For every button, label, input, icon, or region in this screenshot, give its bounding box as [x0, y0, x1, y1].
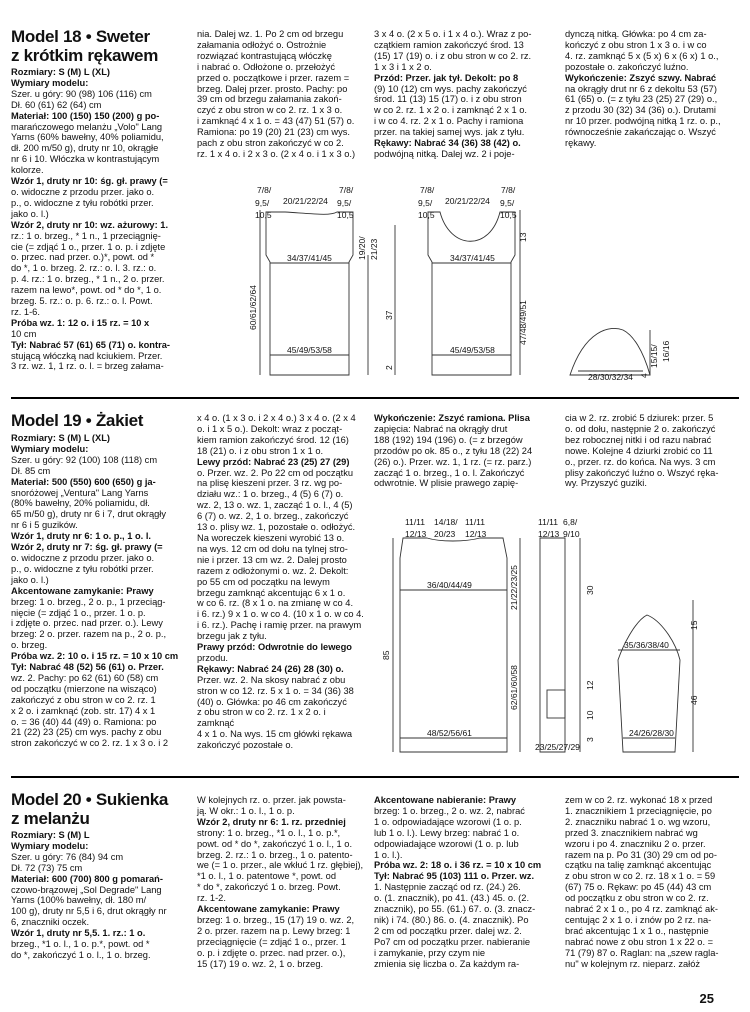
text-line: brzeg., *1 o. l., 1 o. p.*, powt. od *: [11, 939, 150, 950]
text-line: Szer. u góry: 92 (100) 108 (118) cm: [11, 454, 158, 465]
front-top-right-label: 6,8/: [563, 517, 578, 527]
text-line: odpowiadające wzorowi (1 o. p. lub: [374, 838, 519, 849]
text-line: Po7 cm od początku przer. nabieranie: [374, 936, 531, 947]
sleeve-cap-height-label: 15: [689, 620, 699, 630]
text-line: z przodu 30 (32) 34 (36) o.). Drutami: [565, 105, 716, 116]
text-line: nu" w kolejnym rz. nieparz. załóż: [565, 958, 701, 969]
text-line: 3 rz. wz. 1, 1 rz. o. l. = brzeg załama-: [11, 361, 164, 372]
text-line: równocześnie zakańczając o. Wszyć: [565, 127, 716, 138]
text-line: wy. Przyszyć guziki.: [565, 478, 647, 489]
text-line: Wzór 2, druty nr 6: 1. rz. przedniej: [197, 816, 346, 827]
pocket-outline: [547, 690, 565, 718]
model-18-title: Model 18 • Sweter: [11, 27, 150, 46]
back-height-label: 85: [381, 650, 391, 660]
text-line: 2 o. przer. razem na p. Lewy brzeg: 1: [197, 925, 351, 936]
front-mid-width-label: 34/37/41/45: [450, 253, 495, 263]
text-line: Rękawy: Nabrać 24 (26) 28 (30) o.: [197, 663, 344, 674]
text-line: nia. Dalej wz. 1. Po 2 cm od brzegu: [197, 29, 344, 39]
model-18-column-1: [11, 67, 186, 372]
text-line: nowe. Kolejne 4 dziurki zrobić co 11: [565, 445, 713, 456]
text-line: Tył: Nabrać 95 (103) 111 o. Przer. wz.: [374, 871, 535, 882]
text-line: Rozmiary: S (M) L (XL): [11, 67, 110, 77]
text-line: snoróżowej „Ventura" Lang Yarns: [11, 487, 149, 498]
front-sub-right-label: 9/10: [563, 529, 580, 539]
front-piece-outline: [540, 538, 565, 752]
text-line: zacząć 1 o. brzeg., 1 o. l. Zakończyć: [374, 467, 525, 478]
text-line: Wzór 2, druty nr 10: wz. ażurowy: 1.: [11, 219, 169, 230]
text-line: Próba wz. 2: 18 o. i 36 rz. = 10 x 10 cm: [374, 860, 542, 871]
sleeve-cuff-label: 4: [639, 373, 649, 378]
text-line: czątkiem ramion zakończyć środ. 13: [374, 39, 524, 50]
back-bottom-width-label: 48/52/56/61: [427, 728, 472, 738]
text-line: stron w co 12. rz. 5 x 1 o. = 34 (36) 38: [197, 685, 354, 696]
sleeve-bottom-width-label: 24/26/28/30: [629, 728, 674, 738]
back-neck-label: 20/21/22/24: [283, 196, 328, 206]
sleeve-bottom-width-label: 28/30/32/34: [588, 372, 633, 382]
text-line: do *, zakończyć 1 o. l., 1 o. brzeg.: [11, 949, 151, 960]
text-line: Dł. 72 (73) 75 cm: [11, 862, 83, 873]
text-line: 39 cm od brzegu załamania zakoń-: [197, 94, 342, 105]
model-19-column-1: [11, 433, 186, 749]
front-height-label: 47/48/49/51: [518, 300, 528, 345]
back-piece-outline: [400, 538, 507, 752]
text-line: o. brzeg.: [11, 640, 48, 651]
text-line: 188 (192) 194 (196) o. (= z brzegów: [374, 434, 523, 445]
text-line: i nabrać o. Odłożone o. przełożyć: [197, 61, 335, 72]
text-line: 65 m/50 g), druty nr 6 i 7, drut okrągły: [11, 509, 167, 520]
back-top-left-label: 11/11: [405, 517, 426, 527]
text-line: Próba wz. 1: 12 o. i 15 rz. = 10 x: [11, 317, 150, 328]
text-line: o. i 1 x 5 o.). Dekolt: wraz z począt-: [197, 423, 343, 434]
back-neck-label: 14/18/: [434, 517, 458, 527]
text-line: Rękawy: Nabrać 34 (36) 38 (42) o.: [374, 138, 521, 149]
front-bottom-width-label: 45/49/53/58: [450, 345, 495, 355]
text-line: powt. od * do *, zakończyć 1 o. l., 1 o.: [197, 838, 353, 849]
text-line: Akcentowane zamykanie: Prawy: [197, 904, 340, 915]
text-line: o. = 36 (40) 44 (49) o. Ramiona: po: [11, 716, 157, 727]
text-line: brać akcentując 1 x 1 o., następnie: [565, 925, 709, 936]
text-line: zakończyć pozostałe o.: [197, 740, 294, 751]
text-line: czątku na talię zamknąć akcentując: [565, 860, 712, 871]
text-line: 1. znacznikiem 1 przeciągnięcie, po: [565, 805, 712, 816]
front-top-left-label: 11/11: [538, 517, 559, 527]
text-line: Wykończenie: Zszyć ramiona. Plisa: [374, 413, 530, 423]
model-19-column-2: [197, 413, 364, 751]
text-line: nabrać nowe z obu stron 1 x 22 o. =: [565, 936, 714, 947]
text-line: rozwiązać kontrastującą włóczkę: [197, 50, 332, 61]
text-line: przodu.: [197, 652, 229, 663]
text-line: Rozmiary: S (M) L: [11, 830, 90, 840]
text-line: Akcentowane nabieranie: Prawy: [374, 795, 517, 805]
text-line: Wymiary modelu:: [11, 77, 89, 88]
model-18-schematic: [245, 180, 715, 385]
front-neck-depth-label: 30: [585, 585, 595, 595]
text-line: stującą włóczką nad kciukiem. Przer.: [11, 350, 163, 361]
text-line: razem z odłożonymi o. wz. 2. Dekolt:: [197, 565, 349, 576]
text-line: działu wz.: 1 o. brzeg., 4 (5) 6 (7) o.: [197, 489, 344, 500]
text-line: nięcie (= zdjąć 1 o., przer. 1 o. p.: [11, 607, 146, 618]
armhole-height-label: 21/22/23/25: [509, 565, 519, 610]
front-sub-left-label: 12/13: [538, 529, 560, 539]
text-line: przodów po ok. 85 o., z tyłu 18 (22) 24: [374, 445, 533, 456]
text-line: na plisę kieszeni przer. 3 rz. wg po-: [197, 478, 343, 489]
text-line: Yarns (100% bawełny, dł. 180 m/: [11, 895, 147, 906]
hem-height-label: 2: [384, 365, 394, 370]
text-line: centując 2 x 1 o. i znów po 2 rz. na-: [565, 914, 712, 925]
text-line: brzeg: 1 o. brzeg., 15 (17) 19 o. wz. 2,: [197, 914, 355, 925]
text-line: brzeg. Dalej przer. prosto. Pachy: po: [197, 83, 348, 94]
text-line: Wykończenie: Zszyć szwy. Nabrać: [565, 72, 717, 83]
back-top-left-label: 7/8/: [257, 185, 272, 195]
text-line: z obu stron w co 2. rz. 1 x 2 o. i zamknąć: [197, 707, 326, 729]
text-line: po 55 cm od początku na lewym: [197, 576, 330, 587]
text-line: czowo-brązowej „Sol Degrade" Lang: [11, 884, 162, 895]
model-20-column-4: [565, 795, 740, 970]
text-line: brzegu zamknąć akcentując 6 x 1 o.: [197, 587, 346, 598]
front-neck-depth-label: 13: [518, 232, 528, 242]
text-line: brzeg. 5. rz.: o. p. 6. rz.: o. l. Powt.: [11, 296, 153, 307]
text-line: * do *, zakończyć 1 o. brzeg. Powt.: [197, 882, 341, 893]
text-line: od początku z obu stron w co 2. rz.: [565, 893, 709, 904]
front-top-left-label: 7/8/: [420, 185, 435, 195]
model-19-column-3: [374, 413, 549, 489]
text-line: 1 o. odpowiadające wzorowi (1 o. p.: [374, 816, 522, 827]
model-19-column-4: [565, 413, 740, 489]
text-line: nr 10 przer. podwójną nitką 1 rz. o. p.,: [565, 116, 721, 127]
text-line: Materiał: 500 (550) 600 (650) g ja-: [11, 476, 156, 487]
text-line: o. widoczne z przodu przer. jako o.: [11, 186, 155, 197]
text-line: 61 (65) o. (= z tyłu 23 (25) 27 (29) o.,: [565, 94, 718, 105]
text-line: kolorze.: [11, 165, 44, 176]
back-top-right-label: 11/11: [465, 517, 486, 527]
text-line: i zdjęte o. przec. nad przer. o.). Lewy: [11, 618, 163, 629]
text-line: 2 cm od początku przer. dalej wz. 2.: [374, 925, 522, 936]
text-line: rz. 1-2.: [197, 893, 226, 904]
text-line: kończyć z obu stron 1 x 3 o. i w co: [565, 39, 707, 50]
model-20-subtitle: z melanżu: [11, 809, 90, 828]
text-line: nr 6 i 5 guzików.: [11, 520, 78, 531]
text-line: Prawy przód: Odwrotnie do lewego: [197, 642, 352, 653]
front-bottom-width-label: 23/25/27/29: [535, 742, 580, 752]
text-line: jako o. l.): [11, 208, 49, 219]
text-line: w co 2. rz. 1 x 2 o. i zamknąć 2 x 1 o.: [374, 105, 527, 116]
text-line: brzeg: 1 o. brzeg., 2 o. wz. 2, nabrać: [374, 805, 525, 816]
text-line: Wzór 1, druty nr 6: 1 o. p., 1 o. l.: [11, 531, 151, 542]
text-line: brzeg: 1 o. brzeg., 2 o. p., 1 przeciąg-: [11, 596, 166, 607]
text-line: Materiał: 600 (700) 800 g pomarań-: [11, 873, 163, 884]
back-sub-left-label: 12/13: [405, 529, 427, 539]
text-line: zmienia się liczba o. Za każdym ra-: [374, 958, 520, 969]
text-line: Przer. wz. 2. Na skosy nabrać z obu: [197, 674, 346, 685]
back-mid-width-label: 36/40/44/49: [427, 580, 472, 590]
text-line: odwrotnie. W plisie prawego zapię-: [374, 478, 519, 489]
text-line: 21 (22) 23 (25) cm wys. pachy z obu: [11, 727, 162, 738]
text-line: Dł. 85 cm: [11, 465, 51, 476]
front-shoulder-right-label: 9,5/: [500, 198, 515, 208]
text-line: o. od dołu, następnie 2 o. zakończyć: [565, 423, 716, 434]
page-number: 25: [699, 991, 714, 1006]
text-line: Tył: Nabrać 57 (61) 65 (71) o. kontra-: [11, 339, 170, 350]
text-line: nie i przer. 13 cm wz. 2. Dalej prosto: [197, 554, 347, 565]
text-line: 4 x 1 o. Na wys. 15 cm główki rękawa: [197, 729, 353, 740]
text-line: 1 x 3 i 1 x 2 o.: [374, 61, 432, 72]
text-line: Próba wz. 2: 10 o. i 15 rz. = 10 x 10 cm: [11, 651, 179, 662]
armhole-height-2-label: 21/23: [369, 238, 379, 260]
model-20-title: Model 20 • Sukienka: [11, 790, 169, 809]
text-line: Wymiary modelu:: [11, 443, 89, 454]
model-18-column-2: [197, 29, 364, 160]
text-line: (40) o. Główka: po 46 cm zakończyć: [197, 696, 347, 707]
text-line: wzoru i po 4. znaczniku 2 o. przer.: [565, 838, 706, 849]
text-line: 10 cm: [11, 328, 37, 339]
text-line: o. przec. nad przer. o.)*, powt. od *: [11, 252, 155, 263]
text-line: 100 g), druty nr 5,5 i 6, drut okrągły nr: [11, 906, 167, 917]
model-19-title: Model 19 • Żakiet: [11, 411, 144, 430]
text-line: dynczą nitką. Główka: po 4 cm za-: [565, 29, 707, 39]
model-20-column-3: [374, 795, 549, 970]
text-line: p., o. widoczne z tyłu robótki przer.: [11, 197, 154, 208]
text-line: rz. 1 x 4 o. i 2 x 3 o. (2 x 4 o. i 1 x 3 o.): [197, 148, 356, 159]
text-line: i 6. rz.). Pachę i ramię przer. na prawym: [197, 620, 362, 631]
text-line: cie (= zdjąć 1 o., przer. 1 o. p. i zdjęte: [11, 241, 166, 252]
text-line: marańczowego melanżu „Volo" Lang: [11, 121, 163, 132]
text-line: z obu stron w co 2. rz. 18 x 1 o. = 59: [565, 871, 716, 882]
text-line: Tył: Nabrać 48 (52) 56 (61) o. Przer.: [11, 662, 164, 673]
text-line: Wzór 1, druty nr 5,5. 1. rz.: 1 o.: [11, 928, 146, 939]
text-line: rz. 1-6.: [11, 306, 40, 317]
text-line: o. Przer. wz. 2. Po 22 cm od początku: [197, 467, 354, 478]
text-line: na wys. 12 cm od dołu na tylnej stro-: [197, 543, 348, 554]
back-top-right-label: 7/8/: [339, 185, 354, 195]
text-line: brzeg: 2 o. przer. razem na p., 2 o. p.,: [11, 629, 167, 640]
back-sub-right-label: 12/13: [465, 529, 487, 539]
text-line: wz. 2, 13 o. wz. 1, zacząć 1 o. l., 4 (5): [197, 500, 353, 511]
text-line: stron zakończyć w co 2. rz. 1 x 3 o. i 2: [11, 738, 169, 749]
text-line: o. widoczne z przodu przer. jako o.: [11, 552, 155, 563]
text-line: Na woreczek kieszeni wyrobić 13 o.: [197, 532, 345, 543]
text-line: rz.: 1 o. brzeg., * 1 n., 1 przeciągnię-: [11, 230, 161, 241]
text-line: 6 (7) o. wz. 2, 1 o. brzeg., zakończyć: [197, 511, 349, 522]
front-top-right-label: 7/8/: [501, 185, 516, 195]
lower-height-label: 62/61/60/58: [509, 665, 519, 710]
text-line: przed 3. znacznikiem nabrać wg: [565, 827, 698, 838]
pocket-bottom-label: 3: [585, 737, 595, 742]
pocket-height-label: 10: [585, 710, 595, 720]
text-line: wz. 2. Pachy: po 62 (61) 60 (58) cm: [11, 672, 159, 683]
text-line: zem w co 2. rz. wykonać 18 x przed: [565, 795, 713, 805]
text-line: ją. W okr.: 1 o. l., 1 o. p.: [197, 805, 295, 816]
front-shoulder-left-label: 9,5/: [418, 198, 433, 208]
text-line: Ramiona: po 19 (20) 21 (23) cm wys.: [197, 127, 350, 138]
text-line: lub 1 o. l.). Lewy brzeg: nabrać 1 o.: [374, 827, 520, 838]
text-line: razem na lewo*, powt. od * do *, 1 o.: [11, 285, 162, 296]
text-line: 4. rz. zamknąć 5 x (5 x) 6 x (6 x) 1 o.,: [565, 50, 719, 61]
front-shoulder-right-2-label: 10,5: [500, 210, 517, 220]
text-line: *1 o. l., 1 o. patentowe *, powt. od: [197, 871, 337, 882]
text-line: Szer. u góry: 90 (98) 106 (116) cm: [11, 88, 152, 99]
text-line: i zamknąć 4 x 1 o. = 43 (47) 51 (57) o.: [197, 116, 355, 127]
text-line: brzeg. 2. rz.: 1 o. brzeg., 1 o. patento-: [197, 849, 353, 860]
text-line: p. 4. rz.: 1 o. brzeg., * 1 n., 2 o. przer.: [11, 274, 165, 285]
text-line: kiem ramion zakończyć środ. 12 (16): [197, 434, 349, 445]
back-height-label: 60/61/62/64: [248, 285, 258, 330]
text-line: Przód: Przer. jak tył. Dekolt: po 8: [374, 72, 519, 83]
text-line: i w co 4. rz. 2 x 1 o. Pachy i ramiona: [374, 116, 524, 127]
text-line: 71 (79) 87 o. Raglan: na „szew ragla-: [565, 947, 719, 958]
text-line: Dł. 60 (61) 62 (64) cm: [11, 99, 102, 110]
sleeve-length-label: 46: [689, 695, 699, 705]
text-line: Materiał: 100 (150) 150 (200) g po-: [11, 110, 160, 121]
back-mid-width-label: 34/37/41/45: [287, 253, 332, 263]
text-line: środ. 11 (13) 15 (17) o. i z obu stron: [374, 94, 522, 105]
text-line: x 4 o. (1 x 3 o. i 2 x 4 o.) 3 x 4 o. (2 x 4: [197, 413, 356, 423]
text-line: cia w 2. rz. zrobić 5 dziurek: przer. 5: [565, 413, 714, 423]
text-line: (26) o.). Przer. wz. 1, 1 rz. (= rz. parz.): [374, 456, 532, 467]
divider-2: [11, 776, 739, 778]
sleeve-height-1-label: 15/15/: [649, 344, 659, 368]
sleeve-height-2-label: 16/16: [661, 340, 671, 362]
text-line: x 2 o. i zamknąć (zob. str. 17) 4 x 1: [11, 705, 156, 716]
text-line: nabrać 2 x 1 o., po 4 rz. zamknąć ak-: [565, 904, 718, 915]
text-line: 3 x 4 o. (2 x 5 o. i 1 x 4 o.). Wraz z po-: [374, 29, 532, 39]
text-line: znacznik), po 55. (61.) 67. o. (3. znacz-: [374, 904, 536, 915]
text-line: załamania odłożyć o. Ostrożnie: [197, 39, 327, 50]
model-20-column-2: [197, 795, 364, 970]
text-line: brzegu jak z tyłu.: [197, 631, 267, 642]
text-line: nik) i 74. (80.) 86. o. (4. znacznik). Po: [374, 914, 529, 925]
text-line: (9) 10 (12) cm wys. pachy zakończyć: [374, 83, 527, 94]
text-line: (67) 75 o. Rękaw: po 45 (44) 43 cm: [565, 882, 712, 893]
text-line: pach z obu stron zakończyć w co 2.: [197, 138, 344, 149]
text-line: Yarns (60% bawełny, 40% poliamidu,: [11, 132, 164, 143]
front-neck-label: 20/21/22/24: [445, 196, 490, 206]
text-line: (15) 17 (19) o. i z obu stron w co 2. rz.: [374, 50, 532, 61]
text-line: dł. 200 m/50 g), druty nr 10, okrągłe: [11, 143, 159, 154]
text-line: W kolejnych rz. o. przer. jak powsta-: [197, 795, 346, 805]
back-shoulder-left-2-label: 10,5: [255, 210, 272, 220]
text-line: 1. Następnie zacząć od rz. (24.) 26.: [374, 882, 521, 893]
model-20-column-1: [11, 830, 186, 961]
text-line: p., o. widoczne z tyłu robótki przer.: [11, 563, 154, 574]
text-line: Wymiary modelu:: [11, 840, 89, 851]
text-line: do *, 1 o. brzeg. 2. rz.: o. l. 3. rz.: o.: [11, 263, 157, 274]
back-bottom-width-label: 45/49/53/58: [287, 345, 332, 355]
text-line: o. (1. znacznik), po 41. (43.) 45. o. (2.: [374, 893, 530, 904]
text-line: Rozmiary: S (M) L (XL): [11, 433, 110, 443]
text-line: (80% bawełny, 20% poliamidu, dł.: [11, 498, 150, 509]
text-line: zakończyć z obu stron w co 2. rz. 1: [11, 694, 156, 705]
text-line: strony: 1 o. brzeg., *1 o. l., 1 o. p.*,: [197, 827, 341, 838]
text-line: 6, znaczniki oczek.: [11, 917, 90, 928]
text-line: o., przer. rz. do końca. Na wys. 3 cm: [565, 456, 716, 467]
back-sub-mid-label: 20/23: [434, 529, 456, 539]
text-line: 18 (21) o. i z obu stron 1 x 1 o.: [197, 445, 324, 456]
text-line: nr 6 i 10. Włóczka w kontrastującym: [11, 154, 160, 165]
text-line: rękawy.: [565, 138, 597, 149]
text-line: pozostałe o. zakończyć luźno.: [565, 61, 689, 72]
back-shoulder-left-label: 9,5/: [255, 198, 270, 208]
sleeve-mid-width-label: 35/36/38/40: [624, 640, 669, 650]
text-line: podwójną nitką. Dalej wz. 2 i poje-: [374, 148, 515, 159]
model-18-column-4: [565, 29, 740, 149]
text-line: bez robocznej nitki i od razu nabrać: [565, 434, 712, 445]
text-line: Szer. u góry: 76 (84) 94 cm: [11, 851, 124, 862]
text-line: czyć z obu stron w co 2. rz. 1 x 3 o.: [197, 105, 343, 116]
text-line: 15 (17) 19 o. wz. 2, 1 o. brzeg.: [197, 958, 324, 969]
text-line: przer. na takiej samej wys. jak z tyłu.: [374, 127, 525, 138]
text-line: jako o. l.): [11, 574, 49, 585]
pocket-top-label: 12: [585, 680, 595, 690]
text-line: o. p. i zdjęte o. przec. nad przer. o.),: [197, 947, 346, 958]
text-line: Wzór 2, druty nr 7: śg. gł. prawy (=: [11, 542, 163, 553]
divider-1: [11, 397, 739, 399]
back-shoulder-right-label: 9,5/: [337, 198, 352, 208]
text-line: zapięcia: Nabrać na okrągły drut: [374, 423, 508, 434]
back-shoulder-right-2-label: 10,5: [337, 210, 354, 220]
armhole-height-label: 19/20/: [357, 236, 367, 260]
text-line: 2. znaczniku nabrać 1 o. wg wzoru,: [565, 816, 711, 827]
model-18-subtitle: z krótkim rękawem: [11, 46, 159, 65]
text-line: razem na p. Po 31 (30) 29 cm od po-: [565, 849, 717, 860]
text-line: 13 o. plisy wz. 1, pozostałe o. odłożyć.: [197, 522, 356, 533]
body-length-label: 37: [384, 310, 394, 320]
front-shoulder-left-2-label: 10,5: [418, 210, 435, 220]
text-line: Akcentowane zamykanie: Prawy: [11, 585, 154, 596]
text-line: na okrągły drut nr 6 z dekoltu 53 (57): [565, 83, 717, 94]
text-line: od początku (mierzone na wisząco): [11, 683, 157, 694]
text-line: przeciągnięcie (= zdjąć 1 o., przer. 1: [197, 936, 347, 947]
model-19-schematic: [375, 490, 740, 760]
text-line: i zamykanie, przy czym nie: [374, 947, 486, 958]
sleeve-outline: [570, 328, 650, 375]
text-line: i 6. rz.) 9 x 1 o. w co 4. (10 x 1 o. w co 4.: [197, 609, 364, 620]
text-line: plisy zakończyć luźno o. Wszyć ręka-: [565, 467, 719, 478]
text-line: Wzór 1, druty nr 10: śg. gł. prawy (=: [11, 176, 168, 187]
text-line: Lewy przód: Nabrać 23 (25) 27 (29): [197, 456, 350, 467]
text-line: we (= 1 o. przer., ale wkłuć 1 rz. głębiej),: [197, 860, 364, 871]
text-line: 1 o. l.).: [374, 849, 403, 860]
text-line: w co 6. rz. (8 x 1 o. na zmianę w co 4.: [197, 598, 354, 609]
text-line: przed o. początkowe i przer. razem =: [197, 72, 350, 83]
model-18-column-3: [374, 29, 549, 160]
